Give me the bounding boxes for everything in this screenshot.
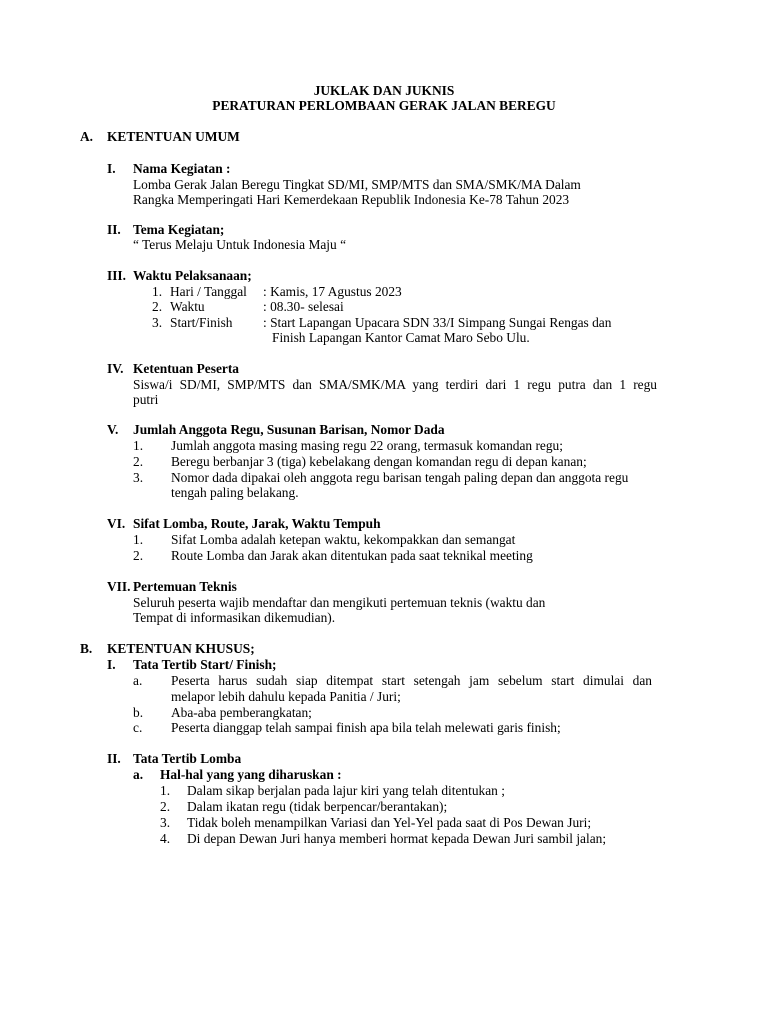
a3-row1-label: Hari / Tanggal xyxy=(170,284,247,299)
a3-row2-label: Waktu xyxy=(170,299,205,314)
b1-heading: Tata Tertib Start/ Finish; xyxy=(133,657,277,672)
b2-number: II. xyxy=(107,751,121,766)
b2a-item2-number: 2. xyxy=(160,799,171,814)
a5-item3-text: Nomor dada dipakai oleh anggota regu barisan tengah paling depan dan anggota regu xyxy=(171,470,629,485)
b1-item-b-text: Aba-aba pemberangkatan; xyxy=(171,705,312,720)
b1-item-b-letter: b. xyxy=(133,705,144,720)
a3-row3-continuation: Finish Lapangan Kantor Camat Maro Sebo Ulu. xyxy=(272,330,530,345)
a3-row2-number: 2. xyxy=(152,299,163,314)
a3-row3-number: 3. xyxy=(152,315,163,330)
section-a-heading: KETENTUAN UMUM xyxy=(107,129,240,144)
a5-item1-text: Jumlah anggota masing masing regu 22 orang, termasuk komandan regu; xyxy=(171,438,563,453)
a2-heading: Tema Kegiatan; xyxy=(133,222,225,237)
a4-number: IV. xyxy=(107,361,124,376)
a7-heading: Pertemuan Teknis xyxy=(133,579,237,594)
doc-title-line1: JUKLAK DAN JUKNIS xyxy=(313,83,455,98)
a5-item1-number: 1. xyxy=(133,438,144,453)
doc-title-line2: PERATURAN PERLOMBAAN GERAK JALAN BEREGU xyxy=(212,98,556,113)
a3-row1-value: : Kamis, 17 Agustus 2023 xyxy=(263,284,402,299)
a6-item1-number: 1. xyxy=(133,532,144,547)
a2-number: II. xyxy=(107,222,121,237)
a6-number: VI. xyxy=(107,516,126,531)
a3-row1-number: 1. xyxy=(152,284,163,299)
a6-heading: Sifat Lomba, Route, Jarak, Waktu Tempuh xyxy=(133,516,381,531)
b2a-item1-text: Dalam sikap berjalan pada lajur kiri yang telah ditentukan ; xyxy=(187,783,505,798)
b1-item-c-letter: c. xyxy=(133,720,143,735)
b1-item-c-text: Peserta dianggap telah sampai finish apa bila telah melewati garis finish; xyxy=(171,720,561,735)
a1-heading: Nama Kegiatan : xyxy=(133,161,231,176)
a1-text-line2: Rangka Memperingati Hari Kemerdekaan Republik Indonesia Ke-78 Tahun 2023 xyxy=(133,192,570,207)
section-b-heading: KETENTUAN KHUSUS; xyxy=(107,641,255,656)
a3-number: III. xyxy=(107,268,126,283)
b1-number: I. xyxy=(107,657,116,672)
a6-item2-text: Route Lomba dan Jarak akan ditentukan pada saat teknikal meeting xyxy=(171,548,533,563)
b2-heading: Tata Tertib Lomba xyxy=(133,751,242,766)
section-b-letter: B. xyxy=(80,641,93,656)
a4-text-line2: putri xyxy=(133,392,159,407)
a2-text: “ Terus Melaju Untuk Indonesia Maju “ xyxy=(133,237,347,252)
a5-item2-text: Beregu berbanjar 3 (tiga) kebelakang dengan komandan regu di depan kanan; xyxy=(171,454,587,469)
b1-item-a-letter: a. xyxy=(133,673,143,688)
a5-item3-number: 3. xyxy=(133,470,144,485)
a3-row3-label: Start/Finish xyxy=(170,315,233,330)
b2a-item1-number: 1. xyxy=(160,783,171,798)
a5-heading: Jumlah Anggota Regu, Susunan Barisan, Nomor Dada xyxy=(133,422,445,437)
a4-text-line1: Siswa/i SD/MI, SMP/MTS dan SMA/SMK/MA yang terdiri dari 1 regu putra dan 1 regu xyxy=(133,377,657,392)
a6-item2-number: 2. xyxy=(133,548,144,563)
b2a-item3-text: Tidak boleh menampilkan Variasi dan Yel-Yel pada saat di Pos Dewan Juri; xyxy=(187,815,592,830)
b1-item-a-continuation: melapor lebih dahulu kepada Panitia / Juri; xyxy=(171,689,401,704)
b2a-item3-number: 3. xyxy=(160,815,171,830)
section-a-letter: A. xyxy=(80,129,94,144)
a5-item3-continuation: tengah paling belakang. xyxy=(171,485,299,500)
a7-text-line1: Seluruh peserta wajib mendaftar dan mengikuti pertemuan teknis (waktu dan xyxy=(133,595,546,610)
a5-item2-number: 2. xyxy=(133,454,144,469)
a1-number: I. xyxy=(107,161,116,176)
b2a-item2-text: Dalam ikatan regu (tidak berpencar/berantakan); xyxy=(187,799,448,814)
a7-text-line2: Tempat di informasikan dikemudian). xyxy=(133,610,336,625)
a5-number: V. xyxy=(107,422,119,437)
b2a-item4-number: 4. xyxy=(160,831,171,846)
b2a-heading: Hal-hal yang yang diharuskan : xyxy=(160,767,342,782)
a3-row3-value: : Start Lapangan Upacara SDN 33/I Simpang Sungai Rengas dan xyxy=(263,315,612,330)
a7-number: VII. xyxy=(107,579,131,594)
b2a-letter: a. xyxy=(133,767,144,782)
a3-row2-value: : 08.30- selesai xyxy=(263,299,344,314)
a3-heading: Waktu Pelaksanaan; xyxy=(133,268,252,283)
a1-text-line1: Lomba Gerak Jalan Beregu Tingkat SD/MI, SMP/MTS dan SMA/SMK/MA Dalam xyxy=(133,177,581,192)
b1-item-a-text: Peserta harus sudah siap ditempat start setengah jam sebelum start dimulai dan xyxy=(171,673,652,688)
b2a-item4-text: Di depan Dewan Juri hanya memberi hormat kepada Dewan Juri sambil jalan; xyxy=(187,831,607,846)
a4-heading: Ketentuan Peserta xyxy=(133,361,239,376)
a6-item1-text: Sifat Lomba adalah ketepan waktu, kekompakkan dan semangat xyxy=(171,532,516,547)
